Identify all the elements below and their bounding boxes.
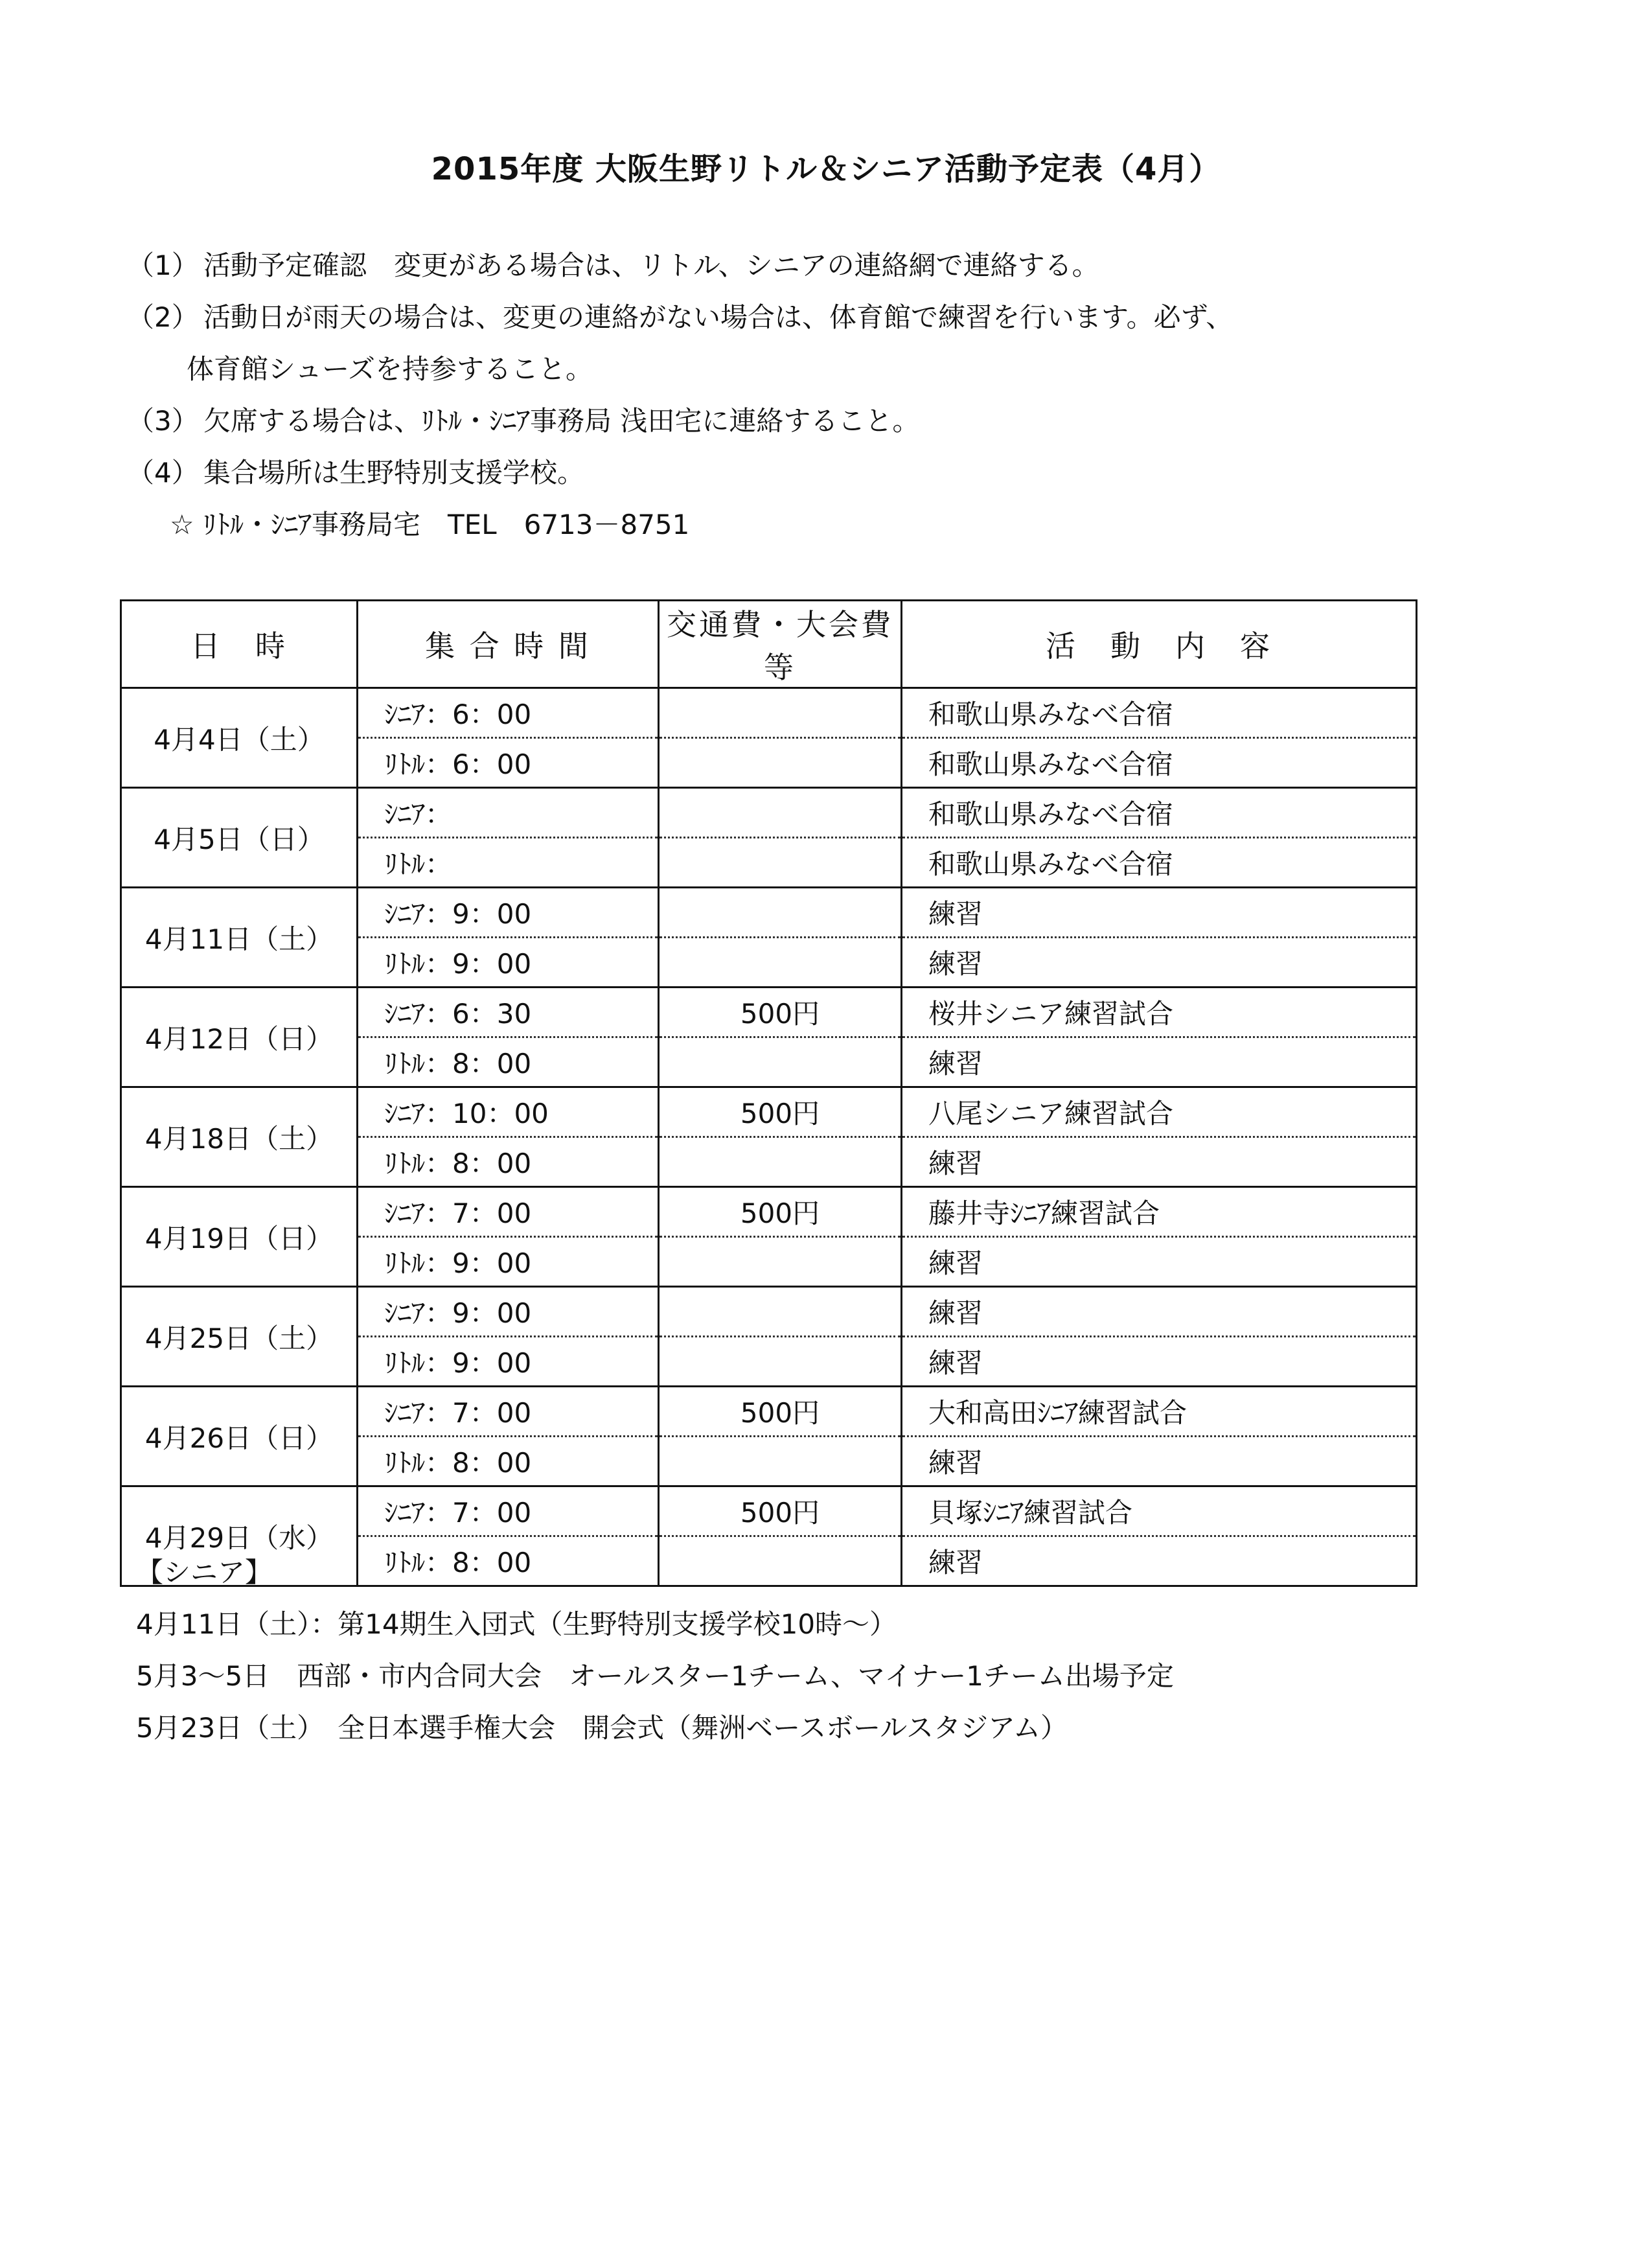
senior-event: 5月23日（土） 全日本選手権大会 開会式（舞洲ベースボールスタジアム） [136, 1712, 1068, 1744]
note-text: 活動日が雨天の場合は、変更の連絡がない場合は、体育館で練習を行います。必ず、 [203, 301, 1233, 333]
activity-cell: 藤井寺ｼﾆｱ練習試合 [902, 1187, 1417, 1237]
activity-cell: 練習 [902, 1137, 1417, 1187]
activity-cell: 練習 [902, 1237, 1417, 1287]
note-item [127, 246, 1552, 298]
meeting-time-cell: ﾘﾄﾙ：8：00 [358, 1536, 659, 1586]
page-title: 2015年度 大阪生野リトル＆シニア活動予定表（4月） [431, 151, 1221, 187]
note-item [127, 402, 1552, 454]
fee-cell [659, 888, 902, 938]
meeting-time-cell: ﾘﾄﾙ：8：00 [358, 1437, 659, 1486]
schedule-body [121, 688, 1417, 1586]
header-activity: 活 動 内 容 [902, 601, 1417, 688]
senior-section [136, 1550, 1561, 1757]
table-header-row [121, 601, 1417, 688]
date-cell: 4月29日（水） [121, 1486, 358, 1586]
fee-cell [659, 1037, 902, 1087]
meeting-time-cell: ﾘﾄﾙ：6：00 [358, 738, 659, 788]
meeting-time-cell: ﾘﾄﾙ：8：00 [358, 1037, 659, 1087]
table-row [121, 1087, 1417, 1137]
note-number: （4） [127, 457, 199, 489]
note-text: 集合場所は生野特別支援学校。 [203, 457, 585, 489]
note-number: （2） [127, 301, 199, 333]
fee-cell: 500円 [659, 1486, 902, 1536]
date-cell: 4月19日（日） [121, 1187, 358, 1287]
note-item [127, 454, 1552, 505]
table-row [121, 688, 1417, 738]
fee-cell: 500円 [659, 1187, 902, 1237]
fee-cell [659, 838, 902, 888]
header-fee: 交通費・大会費等 [659, 601, 902, 688]
table-row [121, 1486, 1417, 1536]
meeting-time-cell: ﾘﾄﾙ：9：00 [358, 1237, 659, 1287]
activity-cell: 和歌山県みなべ合宿 [902, 838, 1417, 888]
meeting-time-cell: ｼﾆｱ：6：00 [358, 688, 659, 738]
meeting-time-cell: ｼﾆｱ：7：00 [358, 1486, 659, 1536]
date-cell: 4月18日（土） [121, 1087, 358, 1187]
senior-event: 4月11日（土）：第14期生入団式（生野特別支援学校10時～） [136, 1608, 897, 1640]
activity-cell: 桜井シニア練習試合 [902, 988, 1417, 1037]
fee-cell: 500円 [659, 1387, 902, 1437]
activity-cell: 練習 [902, 1287, 1417, 1337]
fee-cell: 500円 [659, 1087, 902, 1137]
meeting-time-cell: ﾘﾄﾙ：9：00 [358, 1337, 659, 1387]
fee-cell [659, 1337, 902, 1387]
table-row [121, 788, 1417, 838]
header-meeting-time: 集 合 時 間 [358, 601, 659, 688]
office-phone: ☆ ﾘﾄﾙ・ｼﾆｱ事務局宅 TEL 6713－8751 [170, 509, 690, 540]
meeting-time-cell: ﾘﾄﾙ：9：00 [358, 938, 659, 988]
date-cell: 4月5日（日） [121, 788, 358, 888]
meeting-time-cell: ﾘﾄﾙ： [358, 838, 659, 888]
fee-cell [659, 1287, 902, 1337]
note-text: 欠席する場合は、ﾘﾄﾙ・ｼﾆｱ事務局 浅田宅に連絡すること。 [203, 405, 920, 437]
fee-cell [659, 788, 902, 838]
note-item [127, 298, 1552, 350]
senior-heading: 【シニア】 [136, 1556, 273, 1588]
date-cell: 4月12日（日） [121, 988, 358, 1087]
activity-cell: 練習 [902, 1337, 1417, 1387]
header-date: 日 時 [121, 601, 358, 688]
fee-cell [659, 1237, 902, 1287]
note-number: （3） [127, 405, 199, 437]
senior-event: 5月3～5日 西部・市内合同大会 オールスター1チーム、マイナー1チーム出場予定 [136, 1660, 1174, 1692]
table-row [121, 888, 1417, 938]
fee-cell: 500円 [659, 988, 902, 1037]
date-cell: 4月26日（日） [121, 1387, 358, 1486]
activity-cell: 和歌山県みなべ合宿 [902, 738, 1417, 788]
fee-cell [659, 688, 902, 738]
date-cell: 4月25日（土） [121, 1287, 358, 1387]
schedule-table [120, 599, 1417, 1587]
activity-cell: 貝塚ｼﾆｱ練習試合 [902, 1486, 1417, 1536]
date-cell: 4月11日（土） [121, 888, 358, 988]
note-number: （1） [127, 249, 199, 281]
activity-cell: 練習 [902, 1037, 1417, 1087]
activity-cell: 練習 [902, 1536, 1417, 1586]
meeting-time-cell: ｼﾆｱ：9：00 [358, 888, 659, 938]
fee-cell [659, 1437, 902, 1486]
activity-cell: 練習 [902, 938, 1417, 988]
activity-cell: 大和高田ｼﾆｱ練習試合 [902, 1387, 1417, 1437]
table-row [121, 1287, 1417, 1337]
table-row [121, 1387, 1417, 1437]
fee-cell [659, 938, 902, 988]
meeting-time-cell: ｼﾆｱ：7：00 [358, 1187, 659, 1237]
meeting-time-cell: ｼﾆｱ： [358, 788, 659, 838]
meeting-time-cell: ｼﾆｱ：9：00 [358, 1287, 659, 1337]
table-row [121, 1187, 1417, 1237]
fee-cell [659, 738, 902, 788]
fee-cell [659, 1137, 902, 1187]
meeting-time-cell: ｼﾆｱ：10：00 [358, 1087, 659, 1137]
notes-list [127, 246, 1552, 557]
activity-cell: 和歌山県みなべ合宿 [902, 788, 1417, 838]
note-text: 活動予定確認 変更がある場合は、リトル、シニアの連絡網で連絡する。 [203, 249, 1099, 281]
meeting-time-cell: ﾘﾄﾙ：8：00 [358, 1137, 659, 1187]
activity-cell: 練習 [902, 888, 1417, 938]
meeting-time-cell: ｼﾆｱ：6：30 [358, 988, 659, 1037]
activity-cell: 練習 [902, 1437, 1417, 1486]
activity-cell: 八尾シニア練習試合 [902, 1087, 1417, 1137]
activity-cell: 和歌山県みなべ合宿 [902, 688, 1417, 738]
date-cell: 4月4日（土） [121, 688, 358, 788]
meeting-time-cell: ｼﾆｱ：7：00 [358, 1387, 659, 1437]
note-continuation: 体育館シューズを持参すること。 [187, 353, 593, 385]
table-row [121, 988, 1417, 1037]
